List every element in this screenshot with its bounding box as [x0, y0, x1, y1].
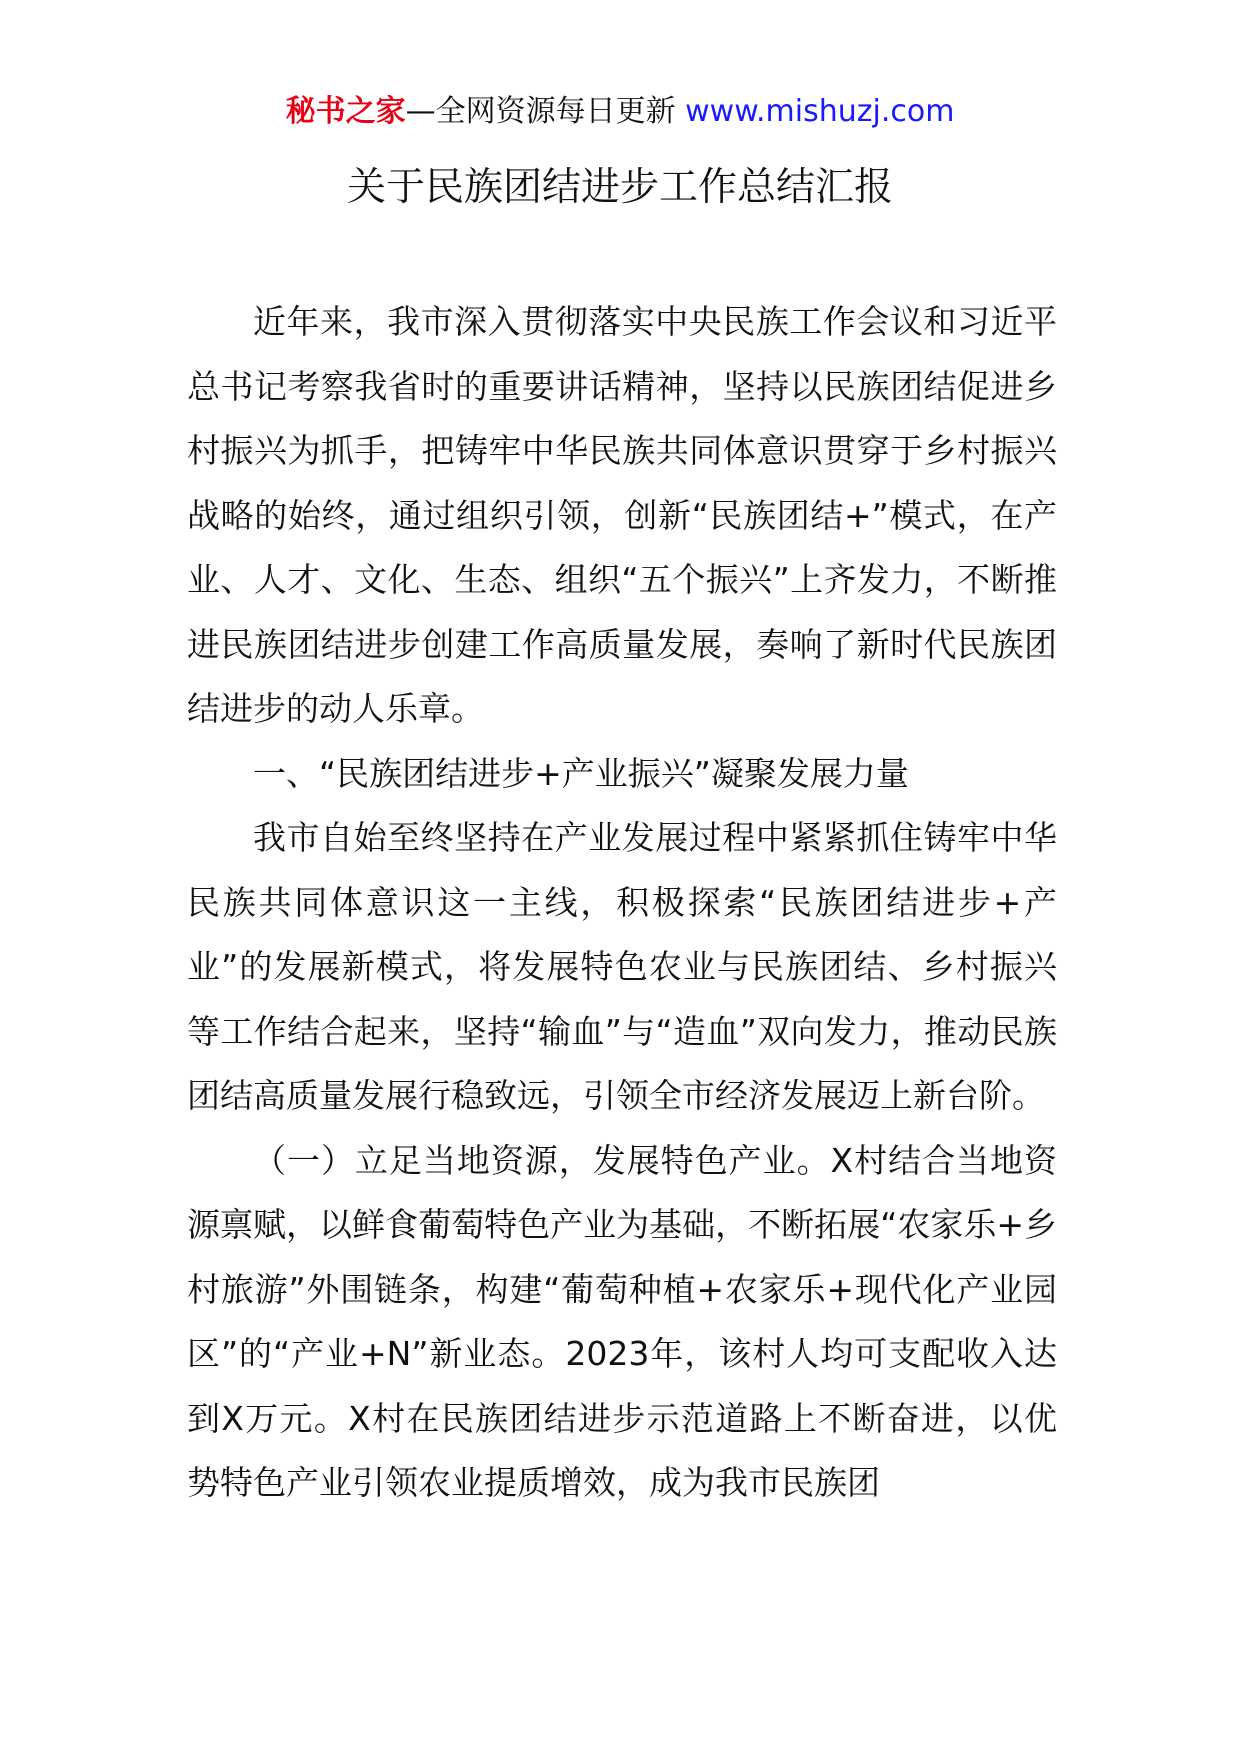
brand-slogan: —全网资源每日更新 — [405, 94, 686, 129]
brand-name: 秘书之家 — [285, 94, 406, 129]
site-header — [0, 92, 1240, 132]
document-body — [187, 290, 1057, 1516]
intro-paragraph: 近年来，我市深入贯彻落实中央民族工作会议和习近平总书记考察我省时的重要讲话精神，坚持以民族团结促进乡村振兴为抓手，把铸牢中华民族共同体意识贯穿于乡村振兴战略的始终，通过组织引领，创新“民族团结+”模式，在产业、人才、文化、生态、组织“五个振兴”上齐发力，不断推进民族团结进步创建工作高质量发展，奏响了新时代民族团结进步的动人乐章。 — [187, 302, 1057, 728]
section-heading: 一、“民族团结进步+产业振兴”凝聚发展力量 — [253, 753, 909, 793]
section-paragraph: 我市自始至终坚持在产业发展过程中紧紧抓住铸牢中华民族共同体意识这一主线，积极探索“民族团结进步+产业”的发展新模式，将发展特色农业与民族团结、乡村振兴等工作结合起来，坚持“输血”与“造血”双向发力，推动民族团结高质量发展行稳致远，引领全市经济发展迈上新台阶。 — [187, 818, 1057, 1115]
site-url-link[interactable]: www.mishuzj.com — [685, 94, 955, 129]
document-title: 关于民族团结进步工作总结汇报 — [346, 165, 893, 210]
subsection-paragraph: （一）立足当地资源，发展特色产业。X村结合当地资源禀赋，以鲜食葡萄特色产业为基础，不断拓展“农家乐+乡村旅游”外围链条，构建“葡萄种植+农家乐+现代化产业园区”的“产业+N”新业态。2023年，该村人均可支配收入达到X万元。X村在民族团结进步示范道路上不断奋进，以优势特色产业引领农业提质增效，成为我市民族团 — [187, 1140, 1057, 1502]
